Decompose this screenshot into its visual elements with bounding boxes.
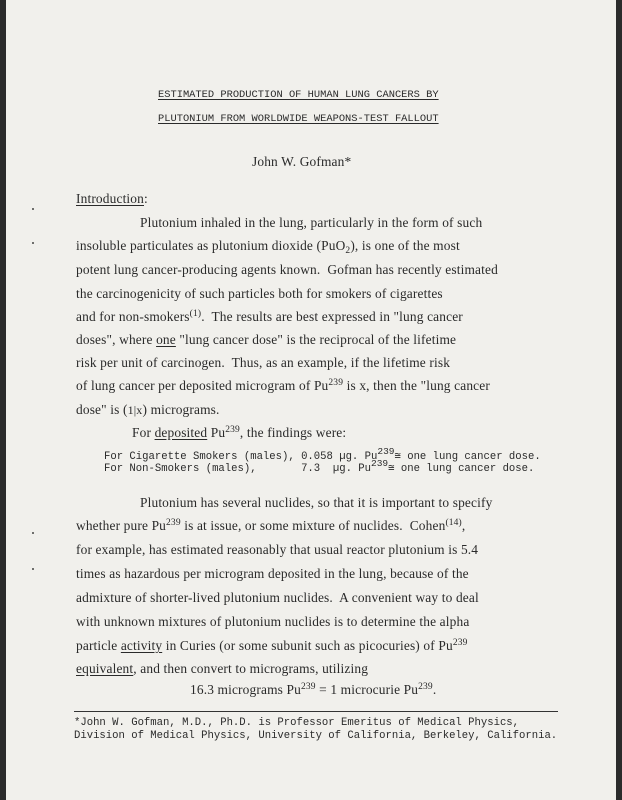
document-page xyxy=(6,0,616,800)
superscript: 239 xyxy=(371,458,389,469)
author-name: John W. Gofman* xyxy=(252,154,352,169)
body-line xyxy=(76,287,443,301)
body-line xyxy=(140,216,482,230)
text-segment: Plutonium inhaled in the lung, particularly in the form of such xyxy=(140,215,483,230)
text-segment: of lung cancer per deposited microgram of Pu xyxy=(76,378,329,393)
text-segment: = 1 microcurie Pu xyxy=(315,682,419,697)
text-segment: is at issue, or some mixture of nuclides. Cohen xyxy=(180,518,446,533)
superscript: 239 xyxy=(452,638,468,648)
text-segment: in Curies (or some subunit such as picocuries) of Pu xyxy=(162,638,453,653)
text-segment: . The results are best expressed in "lung cancer xyxy=(201,309,463,324)
text-segment: for example, has estimated reasonably that usual reactor plutonium is 5.4 xyxy=(76,542,479,557)
text-segment: : xyxy=(144,191,148,206)
text-segment: whether pure Pu xyxy=(76,518,167,533)
body-line xyxy=(76,192,148,206)
text-segment: For Non-Smokers (males), 7.3 µg. Pu xyxy=(104,463,372,475)
footnote-line-2: Division of Medical Physics, University of California, Berkeley, California. xyxy=(74,730,558,742)
subscript: 2 xyxy=(345,246,351,256)
superscript: 239 xyxy=(166,518,181,528)
superscript: 239 xyxy=(328,378,344,388)
footnote-line-1: *John W. Gofman, M.D., Ph.D. is Professor Emeritus of Medical Physics, xyxy=(74,717,520,729)
text-segment: dose" is ( xyxy=(76,402,128,417)
body-line xyxy=(76,310,463,326)
text-segment: Pu xyxy=(207,425,226,440)
text-segment: insoluble particulates as plutonium dioxide (PuO xyxy=(76,238,346,253)
title-line-2: PLUTONIUM FROM WORLDWIDE WEAPONS-TEST FALLOUT xyxy=(158,113,439,125)
body-line xyxy=(76,403,220,417)
superscript: (14) xyxy=(445,518,462,528)
text-segment: . xyxy=(432,682,437,697)
text-segment: particle xyxy=(76,638,121,653)
fraction: 1|x xyxy=(127,403,143,417)
body-line xyxy=(104,458,535,476)
text-segment: "lung cancer dose" is the reciprocal of the lifetime xyxy=(175,332,457,347)
text-segment: Plutonium has several nuclides, so that it is important to specify xyxy=(140,495,493,510)
body-line xyxy=(76,356,450,370)
margin-mark xyxy=(32,568,34,570)
text-segment: with unknown mixtures of plutonium nuclides is to determine the alpha xyxy=(76,614,470,629)
body-line xyxy=(132,426,346,442)
text-segment: , and then convert to micrograms, utilizing xyxy=(133,661,369,676)
text-segment: the carcinogenicity of such particles both for smokers of cigarettes xyxy=(76,286,443,301)
superscript: (1) xyxy=(189,309,202,319)
body-line xyxy=(76,519,465,535)
underlined-text: Introduction xyxy=(76,191,144,206)
superscript: 239 xyxy=(225,425,240,435)
text-segment: , xyxy=(461,518,466,533)
title-line-1: ESTIMATED PRODUCTION OF HUMAN LUNG CANCERS BY xyxy=(158,89,439,101)
text-segment: doses", where xyxy=(76,332,157,347)
text-segment: is x, then the "lung cancer xyxy=(343,378,490,393)
body-line xyxy=(76,379,490,395)
text-segment: , the findings were: xyxy=(239,425,347,440)
underlined-text: deposited xyxy=(154,425,208,440)
footnote-divider xyxy=(74,711,558,712)
superscript: 239 xyxy=(377,446,395,457)
body-line xyxy=(76,543,478,557)
body-line xyxy=(76,239,460,255)
margin-mark xyxy=(32,242,34,244)
text-segment: For Cigarette Smokers (males), 0.058 µg. Pu xyxy=(104,451,378,463)
text-segment: 16.3 micrograms Pu xyxy=(190,682,301,697)
text-segment: and for non-smokers xyxy=(76,309,190,324)
text-segment: ≅ one lung cancer dose. xyxy=(394,451,541,463)
body-line xyxy=(140,496,492,510)
body-line xyxy=(190,683,436,699)
body-line xyxy=(76,567,469,581)
body-line xyxy=(76,591,479,605)
body-line xyxy=(76,662,368,676)
text-segment: potent lung cancer-producing agents known. Gofman has recently estimated xyxy=(76,262,498,277)
underlined-text: equivalent xyxy=(76,661,134,676)
text-segment: risk per unit of carcinogen. Thus, as an example, if the lifetime risk xyxy=(76,355,451,370)
underlined-text: one xyxy=(156,332,176,347)
superscript: 239 xyxy=(418,682,433,692)
body-line xyxy=(76,615,469,629)
text-segment: times as hazardous per microgram deposited in the lung, because of the xyxy=(76,566,469,581)
text-segment: ≅ one lung cancer dose. xyxy=(388,463,535,475)
underlined-text: activity xyxy=(120,638,163,653)
body-line xyxy=(76,263,498,277)
text-segment: For xyxy=(132,425,155,440)
text-segment: admixture of shorter-lived plutonium nuclides. A convenient way to deal xyxy=(76,590,479,605)
superscript: 239 xyxy=(300,682,316,692)
margin-mark xyxy=(32,208,34,210)
text-segment: ), is one of the most xyxy=(350,238,460,253)
body-line xyxy=(76,639,468,655)
text-segment: ) micrograms. xyxy=(142,402,220,417)
margin-mark xyxy=(32,532,34,534)
body-line xyxy=(76,333,456,347)
